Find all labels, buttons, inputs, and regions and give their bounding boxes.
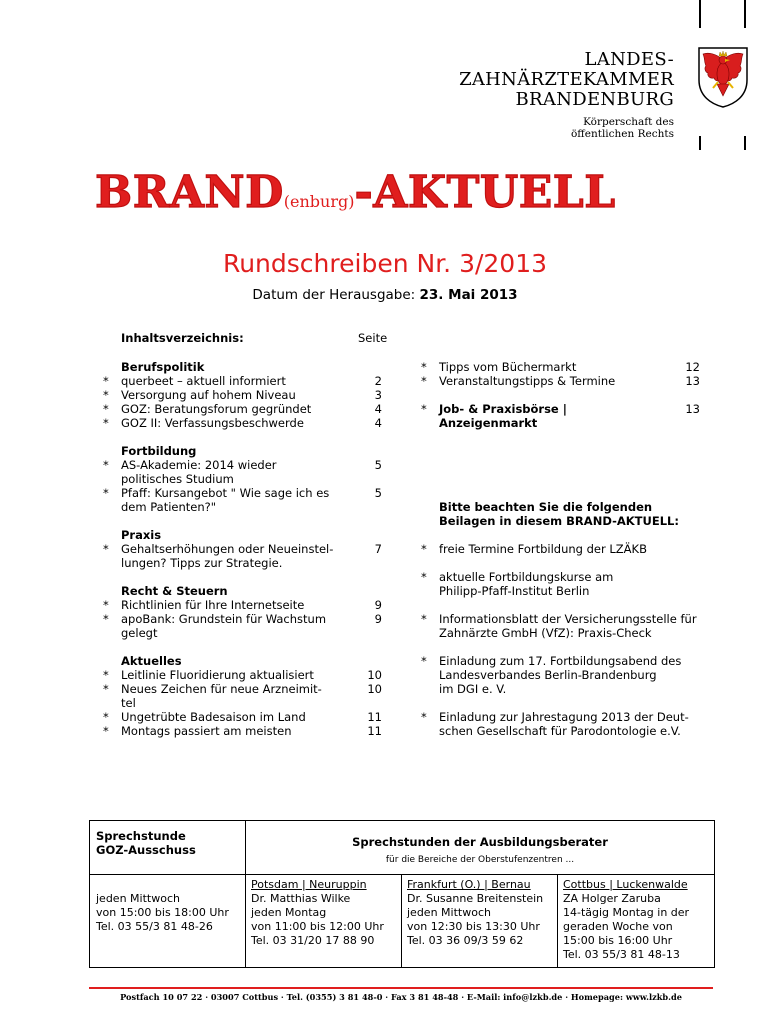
enclosure-item: Einladung zum 17. Fortbildungsabend des: [439, 654, 682, 668]
org-line-2: ZAHNÄRZTEKAMMER: [459, 69, 674, 90]
brandenburg-eagle-crest-icon: [695, 46, 751, 108]
toc-item: Leitlinie Fluoridierung aktualisiert: [121, 668, 314, 682]
bullet: *: [103, 402, 109, 416]
toc-page: 13: [685, 374, 700, 388]
toc-item: Gehaltserhöhungen oder Neueinstel-: [121, 542, 334, 556]
bullet: *: [103, 724, 109, 738]
advisor-line: von 12:30 bis 13:30 Uhr: [407, 920, 540, 933]
bullet: *: [421, 360, 427, 374]
section-title: Aktuelles: [121, 654, 182, 668]
footer-contact: Postfach 10 07 22 · 03007 Cottbus · Tel. (0355) 3 81 48-0 · Fax 3 81 48-48 · E-Mail: info@lzkb.de · Homepage: www.lzkb.de: [120, 992, 682, 1002]
footer-rule: [89, 987, 713, 989]
advisors-heading: Sprechstunden der Ausbildungsberater: [352, 835, 608, 849]
bullet: *: [103, 710, 109, 724]
toc-page: 2: [374, 374, 382, 388]
bullet: *: [103, 612, 109, 626]
date-value: 23. Mai 2013: [419, 287, 518, 303]
toc-item-cont: politisches Studium: [121, 472, 234, 486]
section-title: Recht & Steuern: [121, 584, 228, 598]
toc-item-cont: lungen? Tipps zur Strategie.: [121, 556, 283, 570]
advisor-name: ZA Holger Zaruba: [563, 892, 661, 905]
enclosures-heading-1: Bitte beachten Sie die folgenden: [439, 500, 653, 514]
toc-item: Neues Zeichen für neue Arzneimit-: [121, 682, 322, 696]
goz-hours-line-2: von 15:00 bis 18:00 Uhr: [96, 906, 229, 919]
bullet: *: [103, 668, 109, 682]
bullet: *: [421, 374, 427, 388]
bullet: *: [103, 598, 109, 612]
toc-page: 5: [374, 486, 382, 500]
advisor-potsdam: [251, 878, 384, 948]
enclosure-item: freie Termine Fortbildung der LZÄKB: [439, 542, 647, 556]
enclosure-item-cont: schen Gesellschaft für Parodontologie e.V.: [439, 724, 681, 738]
toc-item-bold-cont: Anzeigenmarkt: [439, 416, 538, 430]
bullet: *: [421, 570, 427, 584]
enclosure-item-cont: Landesverbandes Berlin-Brandenburg: [439, 668, 657, 682]
advisor-line: geraden Woche von: [563, 920, 673, 933]
toc-page: 3: [374, 388, 382, 402]
table-divider: [401, 874, 402, 967]
toc-page: 13: [685, 402, 700, 416]
advisor-line: 15:00 bis 16:00 Uhr: [563, 934, 673, 947]
toc-page: 10: [367, 682, 382, 696]
advisor-region: Potsdam | Neuruppin: [251, 878, 367, 891]
goz-heading-line-1: Sprechstunde: [96, 829, 186, 843]
goz-hours-line-3: Tel. 03 55/3 81 48-26: [96, 920, 213, 933]
toc-page: 7: [374, 542, 382, 556]
issue-date: [0, 286, 770, 304]
advisor-line: Tel. 03 36 09/3 59 62: [407, 934, 524, 947]
toc-page: 11: [367, 724, 382, 738]
sub-line-2: öffentlichen Rechts: [570, 128, 674, 140]
bullet: *: [421, 542, 427, 556]
enclosure-item: Einladung zur Jahrestagung 2013 der Deut-: [439, 710, 689, 724]
issue-title: Rundschreiben Nr. 3/2013: [222, 249, 548, 278]
advisor-name: Dr. Matthias Wilke: [251, 892, 351, 905]
date-label: Datum der Herausgabe:: [252, 287, 420, 303]
bullet: *: [103, 486, 109, 500]
toc-heading: Inhaltsverzeichnis:: [121, 331, 244, 345]
enclosure-item: Informationsblatt der Versicherungsstelle für: [439, 612, 697, 626]
toc-page: 10: [367, 668, 382, 682]
goz-heading: [96, 829, 196, 857]
organization-name: [459, 50, 674, 110]
toc-page: 5: [374, 458, 382, 472]
sub-line-1: Körperschaft des: [583, 116, 674, 128]
advisor-region: Cottbus | Luckenwalde: [563, 878, 688, 891]
advisor-line: jeden Mittwoch: [407, 906, 491, 919]
goz-hours-line-1: jeden Mittwoch: [96, 892, 180, 905]
advisor-region: Frankfurt (O.) | Bernau: [407, 878, 531, 891]
bullet: *: [103, 374, 109, 388]
toc-page: 9: [374, 598, 382, 612]
advisor-line: 14-tägig Montag in der: [563, 906, 690, 919]
masthead-small: (enburg): [283, 192, 355, 211]
bullet: *: [103, 458, 109, 472]
bullet: *: [103, 416, 109, 430]
toc-item-cont: dem Patienten?": [121, 500, 217, 514]
masthead-title: [95, 163, 616, 232]
toc-item: Ungetrübte Badesaison im Land: [121, 710, 306, 724]
bullet: *: [421, 402, 427, 416]
advisor-line: Tel. 03 31/20 17 88 90: [251, 934, 375, 947]
bullet: *: [421, 654, 427, 668]
enclosure-item-cont: Philipp-Pfaff-Institut Berlin: [439, 584, 590, 598]
toc-item: GOZ: Beratungsforum gegründet: [121, 402, 312, 416]
goz-hours: [96, 892, 229, 934]
toc-item: AS-Akademie: 2014 wieder: [121, 458, 277, 472]
toc-item-bold: Job- & Praxisbörse |: [439, 402, 567, 416]
margin-line-right-mid: [744, 136, 746, 150]
enclosure-item: aktuelle Fortbildungskurse am: [439, 570, 614, 584]
enclosure-item-cont: im DGI e. V.: [439, 682, 507, 696]
toc-item: querbeet – aktuell informiert: [121, 374, 286, 388]
section-title: Praxis: [121, 528, 162, 542]
toc-item-cont: gelegt: [121, 626, 158, 640]
office-hours-table: [89, 820, 715, 968]
toc-page: 11: [367, 710, 382, 724]
advisors-subheading: für die Bereiche der Oberstufenzentren ...: [385, 855, 575, 865]
org-line-3: BRANDENBURG: [515, 89, 674, 110]
toc-item: Versorgung auf hohem Niveau: [121, 388, 296, 402]
enclosures-heading-2: Beilagen in diesem BRAND-AKTUELL:: [439, 514, 679, 528]
bullet: *: [103, 682, 109, 696]
advisor-cottbus: [563, 878, 689, 962]
toc-page: 9: [374, 612, 382, 626]
toc-item: Veranstaltungstipps & Termine: [439, 374, 616, 388]
margin-line-right-top: [744, 0, 746, 28]
advisor-line: von 11:00 bis 12:00 Uhr: [251, 920, 384, 933]
bullet: *: [103, 388, 109, 402]
section-title: Fortbildung: [121, 444, 197, 458]
toc-item: Montags passiert am meisten: [121, 724, 292, 738]
section-title: Berufspolitik: [121, 360, 205, 374]
toc-page: 4: [374, 416, 382, 430]
table-divider: [557, 874, 558, 967]
masthead-part-1: BRAND: [95, 167, 284, 218]
goz-heading-line-2: GOZ-Ausschuss: [96, 843, 196, 857]
toc-page-heading: Seite: [358, 331, 388, 345]
bullet: *: [421, 612, 427, 626]
advisor-line: jeden Montag: [251, 906, 327, 919]
toc-page: 12: [685, 360, 700, 374]
advisor-name: Dr. Susanne Breitenstein: [407, 892, 544, 905]
table-row-divider: [90, 874, 714, 875]
toc-page: 4: [374, 402, 382, 416]
toc-item: apoBank: Grundstein für Wachstum: [121, 612, 327, 626]
toc-item: Pfaff: Kursangebot " Wie sage ich es: [121, 486, 330, 500]
bullet: *: [103, 542, 109, 556]
advisor-frankfurt: [407, 878, 543, 948]
toc-item-cont: tel: [121, 696, 136, 710]
toc-item: GOZ II: Verfassungsbeschwerde: [121, 416, 304, 430]
bullet: *: [421, 710, 427, 724]
advisor-line: Tel. 03 55/3 81 48-13: [563, 948, 680, 961]
enclosure-item-cont: Zahnärzte GmbH (VfZ): Praxis-Check: [439, 626, 652, 640]
organization-subtitle: [571, 116, 674, 140]
masthead-part-2: -AKTUELL: [354, 167, 616, 218]
margin-line-left-mid: [699, 136, 701, 150]
margin-line-left-top: [699, 0, 701, 28]
toc-item: Tipps vom Büchermarkt: [439, 360, 577, 374]
toc-item: Richtlinien für Ihre Internetseite: [121, 598, 305, 612]
org-line-1: LANDES-: [584, 49, 674, 70]
